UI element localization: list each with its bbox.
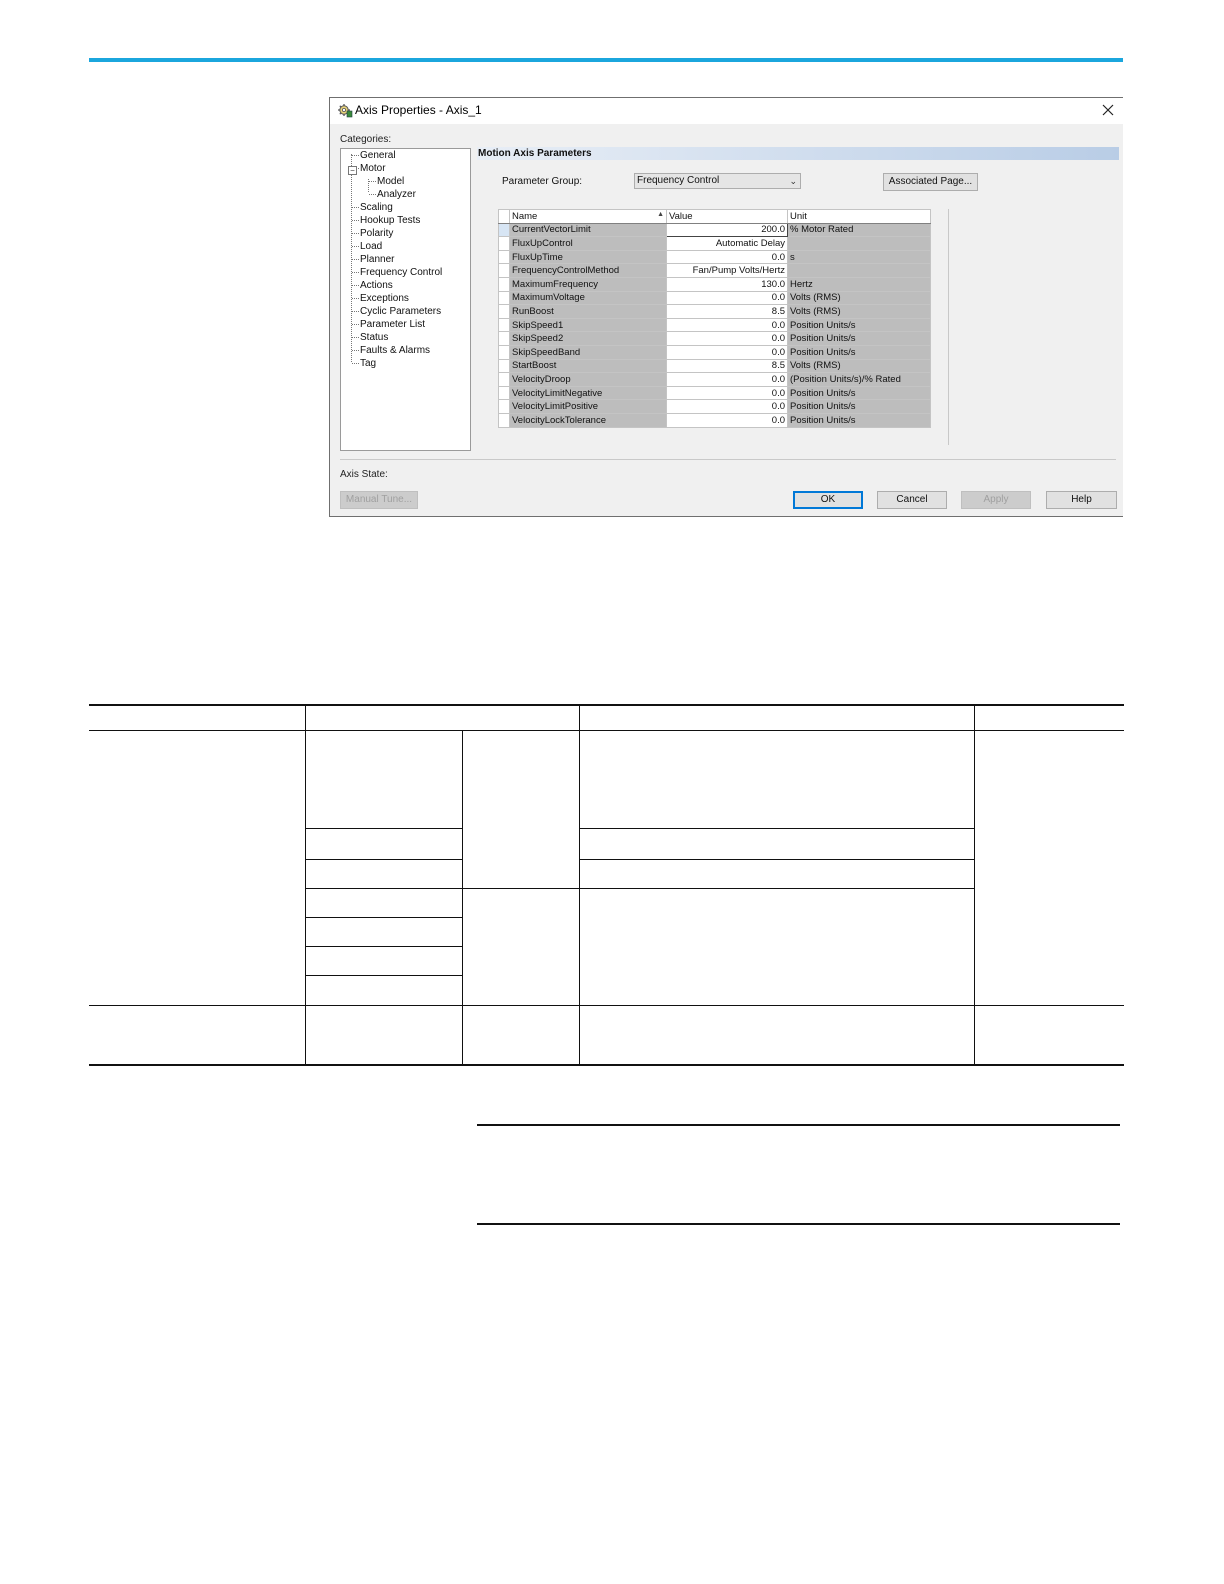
tree-item-cyclic-parameters[interactable]: Cyclic Parameters [352, 306, 441, 318]
grid-row[interactable] [499, 318, 931, 332]
param-value-cell[interactable]: 8.5 [667, 359, 788, 373]
param-value-cell[interactable]: 0.0 [667, 373, 788, 387]
param-name-cell[interactable]: FluxUpTime [510, 250, 667, 264]
page-accent-rule [89, 58, 1123, 62]
grid-row[interactable] [499, 400, 931, 414]
note-bottom-rule [477, 1223, 1120, 1225]
manual-tune-button[interactable]: Manual Tune... [340, 491, 418, 509]
grid-row[interactable] [499, 223, 931, 237]
grid-header-row [499, 210, 931, 224]
row-selector[interactable] [499, 400, 510, 414]
tree-item-frequency-control[interactable]: Frequency Control [352, 267, 442, 279]
tree-item-parameter-list[interactable]: Parameter List [352, 319, 425, 331]
param-unit-cell[interactable]: Position Units/s [788, 413, 931, 427]
parameter-group-value: Frequency Control [637, 175, 720, 186]
param-value-cell[interactable]: 0.0 [667, 332, 788, 346]
param-name-cell[interactable]: MaximumFrequency [510, 277, 667, 291]
table-cell-rule [305, 917, 462, 918]
tree-item-motor[interactable]: Motor [356, 163, 386, 175]
table-row-divider [89, 1005, 1124, 1006]
tree-item-general[interactable]: General [352, 150, 396, 162]
parameters-table [498, 209, 931, 428]
row-selector[interactable] [499, 318, 510, 332]
tree-item-planner[interactable]: Planner [352, 254, 394, 266]
param-unit-cell[interactable]: (Position Units/s)/% Rated [788, 373, 931, 387]
column-header-name[interactable]: Name ▲ [510, 210, 667, 224]
param-name-cell[interactable]: SkipSpeed1 [510, 318, 667, 332]
grid-row[interactable] [499, 237, 931, 251]
grid-row[interactable] [499, 250, 931, 264]
table-header-rule [89, 730, 1124, 731]
tree-item-status[interactable]: Status [352, 332, 388, 344]
gear-axis-icon [337, 102, 353, 118]
param-value-cell[interactable]: 200.0 [667, 223, 788, 237]
grid-header-corner [499, 210, 510, 224]
grid-row[interactable] [499, 373, 931, 387]
table-top-rule [89, 704, 1124, 706]
tree-item-hookup-tests[interactable]: Hookup Tests [352, 215, 420, 227]
categories-label: Categories: [340, 134, 392, 145]
grid-row[interactable] [499, 291, 931, 305]
param-value-cell[interactable]: 0.0 [667, 413, 788, 427]
param-unit-cell[interactable] [788, 264, 931, 278]
param-value-cell[interactable]: 0.0 [667, 386, 788, 400]
param-unit-cell[interactable] [788, 237, 931, 251]
tree-item-analyzer[interactable]: Analyzer [369, 189, 416, 201]
apply-button[interactable]: Apply [961, 491, 1031, 509]
row-selector[interactable] [499, 386, 510, 400]
param-unit-cell[interactable]: % Motor Rated [788, 223, 931, 237]
param-value-cell[interactable]: 0.0 [667, 291, 788, 305]
parameter-group-label: Parameter Group: [502, 176, 583, 187]
categories-tree[interactable] [340, 148, 471, 451]
param-unit-cell[interactable]: Position Units/s [788, 400, 931, 414]
table-cell-rule [579, 859, 974, 860]
cancel-button[interactable]: Cancel [877, 491, 947, 509]
row-selector[interactable] [499, 237, 510, 251]
param-value-cell[interactable]: 0.0 [667, 345, 788, 359]
param-name-cell[interactable]: VelocityLockTolerance [510, 413, 667, 427]
help-button[interactable]: Help [1046, 491, 1117, 509]
param-name-cell[interactable]: VelocityDroop [510, 373, 667, 387]
param-unit-cell[interactable]: Position Units/s [788, 332, 931, 346]
table-bottom-rule [89, 1064, 1124, 1066]
tree-item-model[interactable]: Model [369, 176, 404, 188]
param-name-cell[interactable]: SkipSpeedBand [510, 345, 667, 359]
table-col-divider [305, 704, 306, 1066]
tree-item-load[interactable]: Load [352, 241, 382, 253]
parameters-grid[interactable] [498, 209, 948, 447]
column-header-value[interactable]: Value [667, 210, 788, 224]
associated-page-button[interactable]: Associated Page... [883, 173, 978, 191]
param-value-cell[interactable]: 0.0 [667, 318, 788, 332]
param-name-cell[interactable]: SkipSpeed2 [510, 332, 667, 346]
ok-button[interactable]: OK [793, 491, 863, 509]
axis-state-label: Axis State: [340, 469, 388, 480]
table-cell-rule [305, 828, 462, 829]
parameter-group-select[interactable] [634, 173, 801, 189]
table-cell-rule [305, 888, 974, 889]
param-name-cell[interactable]: CurrentVectorLimit [510, 223, 667, 237]
chevron-down-icon: ⌄ [789, 176, 797, 186]
param-value-cell[interactable]: Automatic Delay [667, 237, 788, 251]
grid-row[interactable] [499, 345, 931, 359]
row-selector[interactable] [499, 291, 510, 305]
param-value-cell[interactable]: 8.5 [667, 305, 788, 319]
tree-item-scaling[interactable]: Scaling [352, 202, 393, 214]
table-cell-rule [305, 946, 462, 947]
param-unit-cell[interactable]: Volts (RMS) [788, 305, 931, 319]
document-table [89, 704, 1124, 1066]
row-selector[interactable] [499, 250, 510, 264]
param-name-cell[interactable]: MaximumVoltage [510, 291, 667, 305]
grid-right-border [948, 209, 949, 445]
row-selector[interactable] [499, 277, 510, 291]
grid-row[interactable] [499, 277, 931, 291]
param-value-cell[interactable]: Fan/Pump Volts/Hertz [667, 264, 788, 278]
param-unit-cell[interactable]: Position Units/s [788, 345, 931, 359]
row-selector[interactable] [499, 359, 510, 373]
param-unit-cell[interactable]: Hertz [788, 277, 931, 291]
column-header-unit[interactable]: Unit [788, 210, 931, 224]
table-col-divider [974, 704, 975, 1066]
row-selector[interactable] [499, 332, 510, 346]
grid-row[interactable] [499, 386, 931, 400]
param-unit-cell[interactable]: s [788, 250, 931, 264]
row-selector[interactable] [499, 305, 510, 319]
tree-item-exceptions[interactable]: Exceptions [352, 293, 409, 305]
grid-row[interactable] [499, 305, 931, 319]
row-selector[interactable] [499, 264, 510, 278]
param-unit-cell[interactable]: Position Units/s [788, 318, 931, 332]
param-name-cell[interactable]: VelocityLimitNegative [510, 386, 667, 400]
table-col-divider [579, 704, 580, 1066]
param-name-cell[interactable]: FrequencyControlMethod [510, 264, 667, 278]
grid-row[interactable] [499, 264, 931, 278]
row-selector[interactable] [499, 345, 510, 359]
param-value-cell[interactable]: 130.0 [667, 277, 788, 291]
param-name-cell[interactable]: RunBoost [510, 305, 667, 319]
table-subcol-divider [462, 730, 463, 1066]
param-name-cell[interactable]: StartBoost [510, 359, 667, 373]
row-selector[interactable] [499, 413, 510, 427]
separator [340, 459, 1116, 460]
title-bar[interactable] [330, 98, 1123, 124]
row-selector[interactable] [499, 223, 510, 237]
row-selector[interactable] [499, 373, 510, 387]
param-name-cell[interactable]: FluxUpControl [510, 237, 667, 251]
table-cell-rule [305, 975, 462, 976]
param-unit-cell[interactable]: Volts (RMS) [788, 291, 931, 305]
param-unit-cell[interactable]: Position Units/s [788, 386, 931, 400]
section-header: Motion Axis Parameters [477, 147, 1119, 160]
close-icon [1102, 104, 1114, 116]
table-cell-rule [305, 859, 462, 860]
axis-properties-dialog [329, 97, 1123, 517]
tree-item-tag[interactable]: Tag [352, 358, 376, 370]
sort-ascending-icon: ▲ [657, 210, 664, 218]
param-unit-cell[interactable]: Volts (RMS) [788, 359, 931, 373]
collapse-motor-icon[interactable]: − [348, 166, 357, 175]
note-top-rule [477, 1124, 1120, 1126]
param-value-cell[interactable]: 0.0 [667, 400, 788, 414]
grid-row[interactable] [499, 332, 931, 346]
close-button[interactable] [1099, 100, 1117, 120]
tree-item-polarity[interactable]: Polarity [352, 228, 393, 240]
table-cell-rule [579, 828, 974, 829]
param-value-cell[interactable]: 0.0 [667, 250, 788, 264]
tree-item-actions[interactable]: Actions [352, 280, 393, 292]
grid-row[interactable] [499, 413, 931, 427]
param-name-cell[interactable]: VelocityLimitPositive [510, 400, 667, 414]
tree-item-faults-alarms[interactable]: Faults & Alarms [352, 345, 430, 357]
dialog-title: Axis Properties - Axis_1 [355, 103, 482, 117]
grid-row[interactable] [499, 359, 931, 373]
